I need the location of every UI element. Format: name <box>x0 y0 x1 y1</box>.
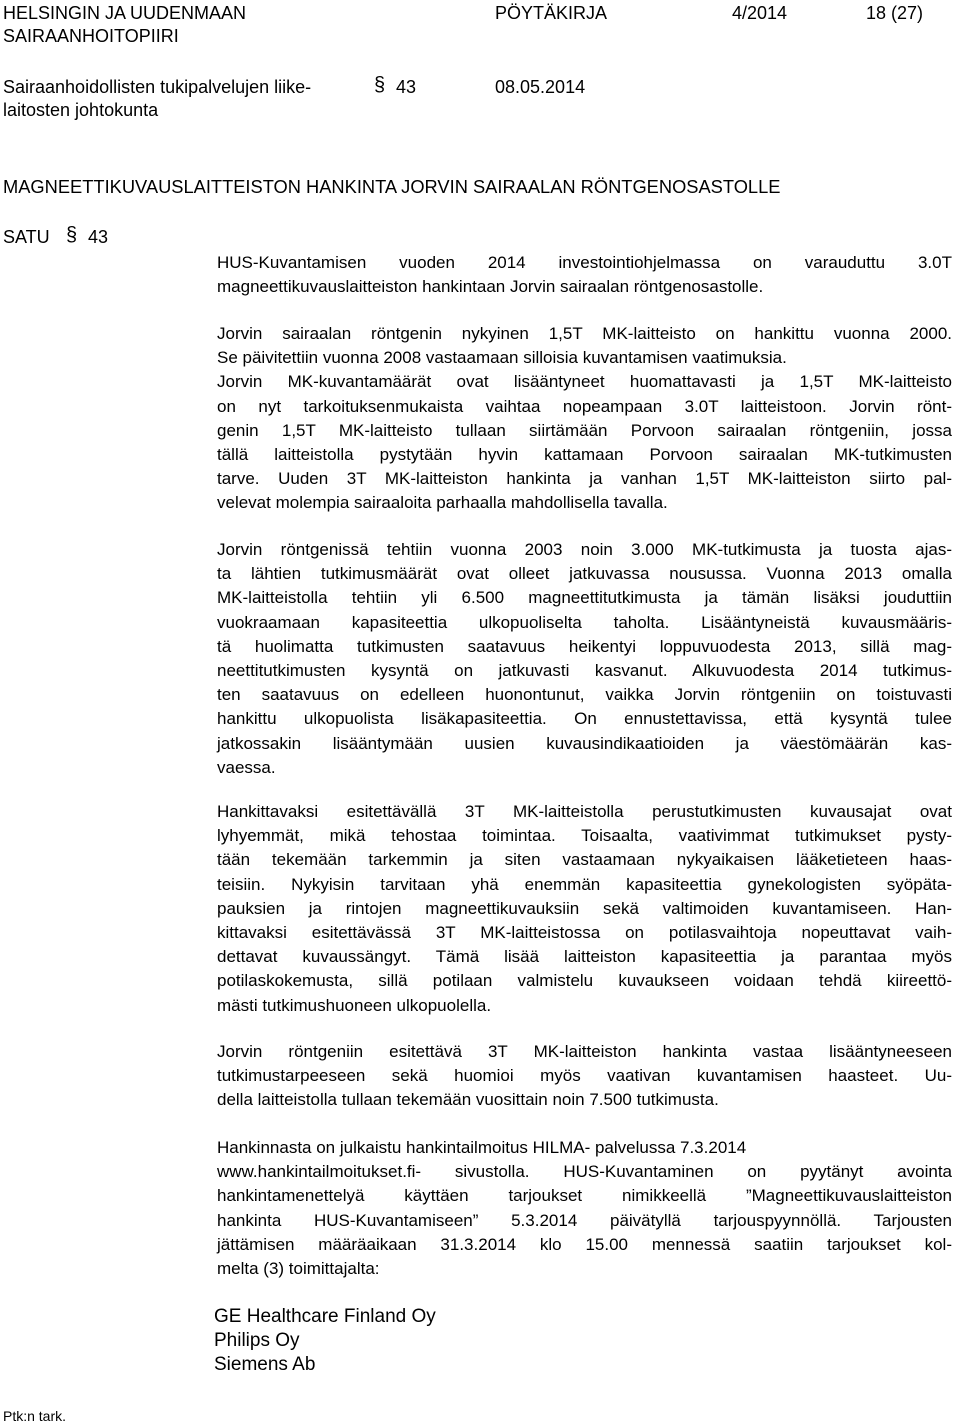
text-line: dettavat kuvaussängyt. Tämä lisää laitteiston kapasiteettia ja parantaa myös <box>217 947 952 967</box>
text-line: Jorvin sairaalan röntgenin nykyinen 1,5T MK-laitteisto on hankittu vuonna 2000. <box>217 324 952 343</box>
text-line: vaessa. <box>217 757 276 777</box>
satu-label: SATU <box>3 227 50 247</box>
document-number: 4/2014 <box>732 3 788 23</box>
text-line: jättämisen määräaikaan 31.3.2014 klo 15.00 mennessä saatiin tarjoukset kol- <box>217 1234 952 1254</box>
paragraph-capacity <box>217 1040 952 1113</box>
text-line: HUS-Kuvantamisen vuoden 2014 investointiohjelmassa on varauduttu 3.0T <box>217 253 952 272</box>
text-line: www.hankintailmoitukset.fi- sivustolla. HUS-Kuvantaminen on pyytänyt avointa <box>217 1162 952 1182</box>
text-line: lyhyemmät, mikä tehostaa toimintaa. Toisaalta, vaativimmat tutkimukset pysty- <box>217 826 952 846</box>
text-line: on nyt tarkoituksenmukaista vaihtaa nopeampaan 3.0T laitteistoon. Jorvin rönt- <box>217 396 952 416</box>
text-line: Se päivitettiin vuonna 2008 vastaamaan silloisia kuvantamisen vaatimuksia. <box>217 348 787 368</box>
satu-section-sign-icon: § <box>66 224 78 246</box>
text-line: ten saatavuus on edelleen huonontunut, vaikka Jorvin röntgeniin on toistuvasti <box>217 685 952 705</box>
text-line: jatkossakin lisääntymään uusien kuvausindikaatioiden ja väestömäärän kas- <box>217 733 952 753</box>
text-line: tä huolimatta tutkimusten saatavuus heikentyi loppuvuodesta 2013, sillä mag- <box>217 636 952 656</box>
meeting-date: 08.05.2014 <box>495 77 586 97</box>
paragraph-current-equipment <box>217 322 952 516</box>
text-line: Jorvin röntgeniin esitettävä 3T MK-laitteiston hankinta vastaa lisääntyneeseen <box>217 1042 952 1061</box>
text-line: Hankittavaksi esitettävällä 3T MK-laitteistolla perustutkimusten kuvausajat ovat <box>217 802 952 821</box>
text-line: della laitteistolla tullaan tekemään vuosittain noin 7.500 tutkimusta. <box>217 1090 719 1110</box>
text-line: hankinta HUS-Kuvantamiseen” 5.3.2014 päivätyllä tarjouspyynnöllä. Tarjousten <box>217 1210 952 1230</box>
page-number: 18 (27) <box>866 3 924 23</box>
paragraph-budget <box>217 251 952 299</box>
text-line: velevat molempia sairaaloita parhaalla mahdollisella tavalla. <box>217 493 668 513</box>
organization-name-line1: HELSINGIN JA UUDENMAAN <box>3 3 247 23</box>
text-line: tarve. Uuden 3T MK-laitteiston hankinta ja vanhan 1,5T MK-laitteiston siirto pal- <box>217 469 952 489</box>
paragraph-procurement <box>217 1136 952 1281</box>
paragraph-demand-growth <box>217 538 952 780</box>
supplier-ge: GE Healthcare Finland Oy <box>214 1306 436 1327</box>
text-line: magneettikuvauslaitteiston hankintaan Jorvin sairaalan röntgenosastolle. <box>217 277 764 297</box>
section-number: 43 <box>396 77 417 97</box>
text-line: hankintamenettelyä käyttäen tarjoukset nimikkeellä ”Magneettikuvauslaitteiston <box>217 1186 952 1206</box>
page-title: MAGNEETTIKUVAUSLAITTEISTON HANKINTA JORVIN SAIRAALAN RÖNTGENOSASTOLLE <box>3 176 781 197</box>
text-line: vuokraamaan kapasiteettia ulkopuoliselta taholta. Lisääntyneistä kuvausmääris- <box>217 612 952 632</box>
organization-name-line2: SAIRAANHOITOPIIRI <box>3 26 179 46</box>
text-line: kittavaksi esitettävässä 3T MK-laitteistossa on potilasvaihtoja nopeuttavat vaih- <box>217 923 952 943</box>
supplier-siemens: Siemens Ab <box>214 1354 316 1375</box>
text-line: tään tekemään tarkemmin ja siten vastaamaan nykyaikaisen lääketieteen haas- <box>217 850 952 870</box>
text-line: tutkimustarpeeseen sekä huomioi myös vaativan kuvantamisen haasteet. Uu- <box>217 1066 952 1086</box>
text-line: MK-laitteistolla tehtiin yli 6.500 magneettitutkimusta ja tämän lisäksi jouduttiin <box>217 588 952 608</box>
text-line: mästi tutkimushuoneen ulkopuolella. <box>217 995 492 1015</box>
text-line: ta lähtien tutkimusmäärät ovat olleet jatkuvassa nousussa. Vuonna 2013 omalla <box>217 564 952 584</box>
governing-body-line2: laitosten johtokunta <box>3 100 159 120</box>
text-line: Jorvin MK-kuvantamäärät ovat lisääntyneet huomattavasti ja 1,5T MK-laitteisto <box>217 372 952 392</box>
text-line: melta (3) toimittajalta: <box>217 1259 380 1279</box>
text-line: tällä laitteistolla pystytään hyvin kattamaan Porvoon sairaalan MK-tutkimusten <box>217 445 952 465</box>
text-line: teisiin. Nykyisin tarvitaan yhä enemmän kapasiteettia gynekologisten syöpäta- <box>217 874 952 894</box>
text-line: genin 1,5T MK-laitteisto tullaan siirtämään Porvoon sairaalan röntgeniin, jossa <box>217 420 952 440</box>
text-line: potilaskokemusta, sillä potilaan valmistelu kuvaukseen voidaan tehdä kiireettö- <box>217 971 952 991</box>
minutes-checker-initials-label: Ptk:n tark. <box>3 1408 67 1424</box>
text-line: hankittu ulkopuolista lisäkapasiteettia. On ennustettavissa, että kysyntä tulee <box>217 709 952 729</box>
supplier-philips: Philips Oy <box>214 1330 300 1351</box>
governing-body-line1: Sairaanhoidollisten tukipalvelujen liike- <box>3 77 312 97</box>
paragraph-benefits <box>217 800 952 1018</box>
satu-number: 43 <box>88 227 109 247</box>
text-line: neettitutkimusten kysyntä on jatkuvasti kasvanut. Alkuvuodesta 2014 tutkimus- <box>217 661 952 681</box>
text-line: pauksien ja rintojen magneettikuvauksiin sekä valtimoiden kuvantamiseen. Han- <box>217 898 952 918</box>
document-type: PÖYTÄKIRJA <box>495 3 608 23</box>
text-line: Jorvin röntgenissä tehtiin vuonna 2003 noin 3.000 MK-tutkimusta ja tuosta ajas- <box>217 540 952 559</box>
text-line: Hankinnasta on julkaistu hankintailmoitus HILMA- palvelussa 7.3.2014 <box>217 1138 747 1157</box>
section-sign-icon: § <box>374 74 386 96</box>
